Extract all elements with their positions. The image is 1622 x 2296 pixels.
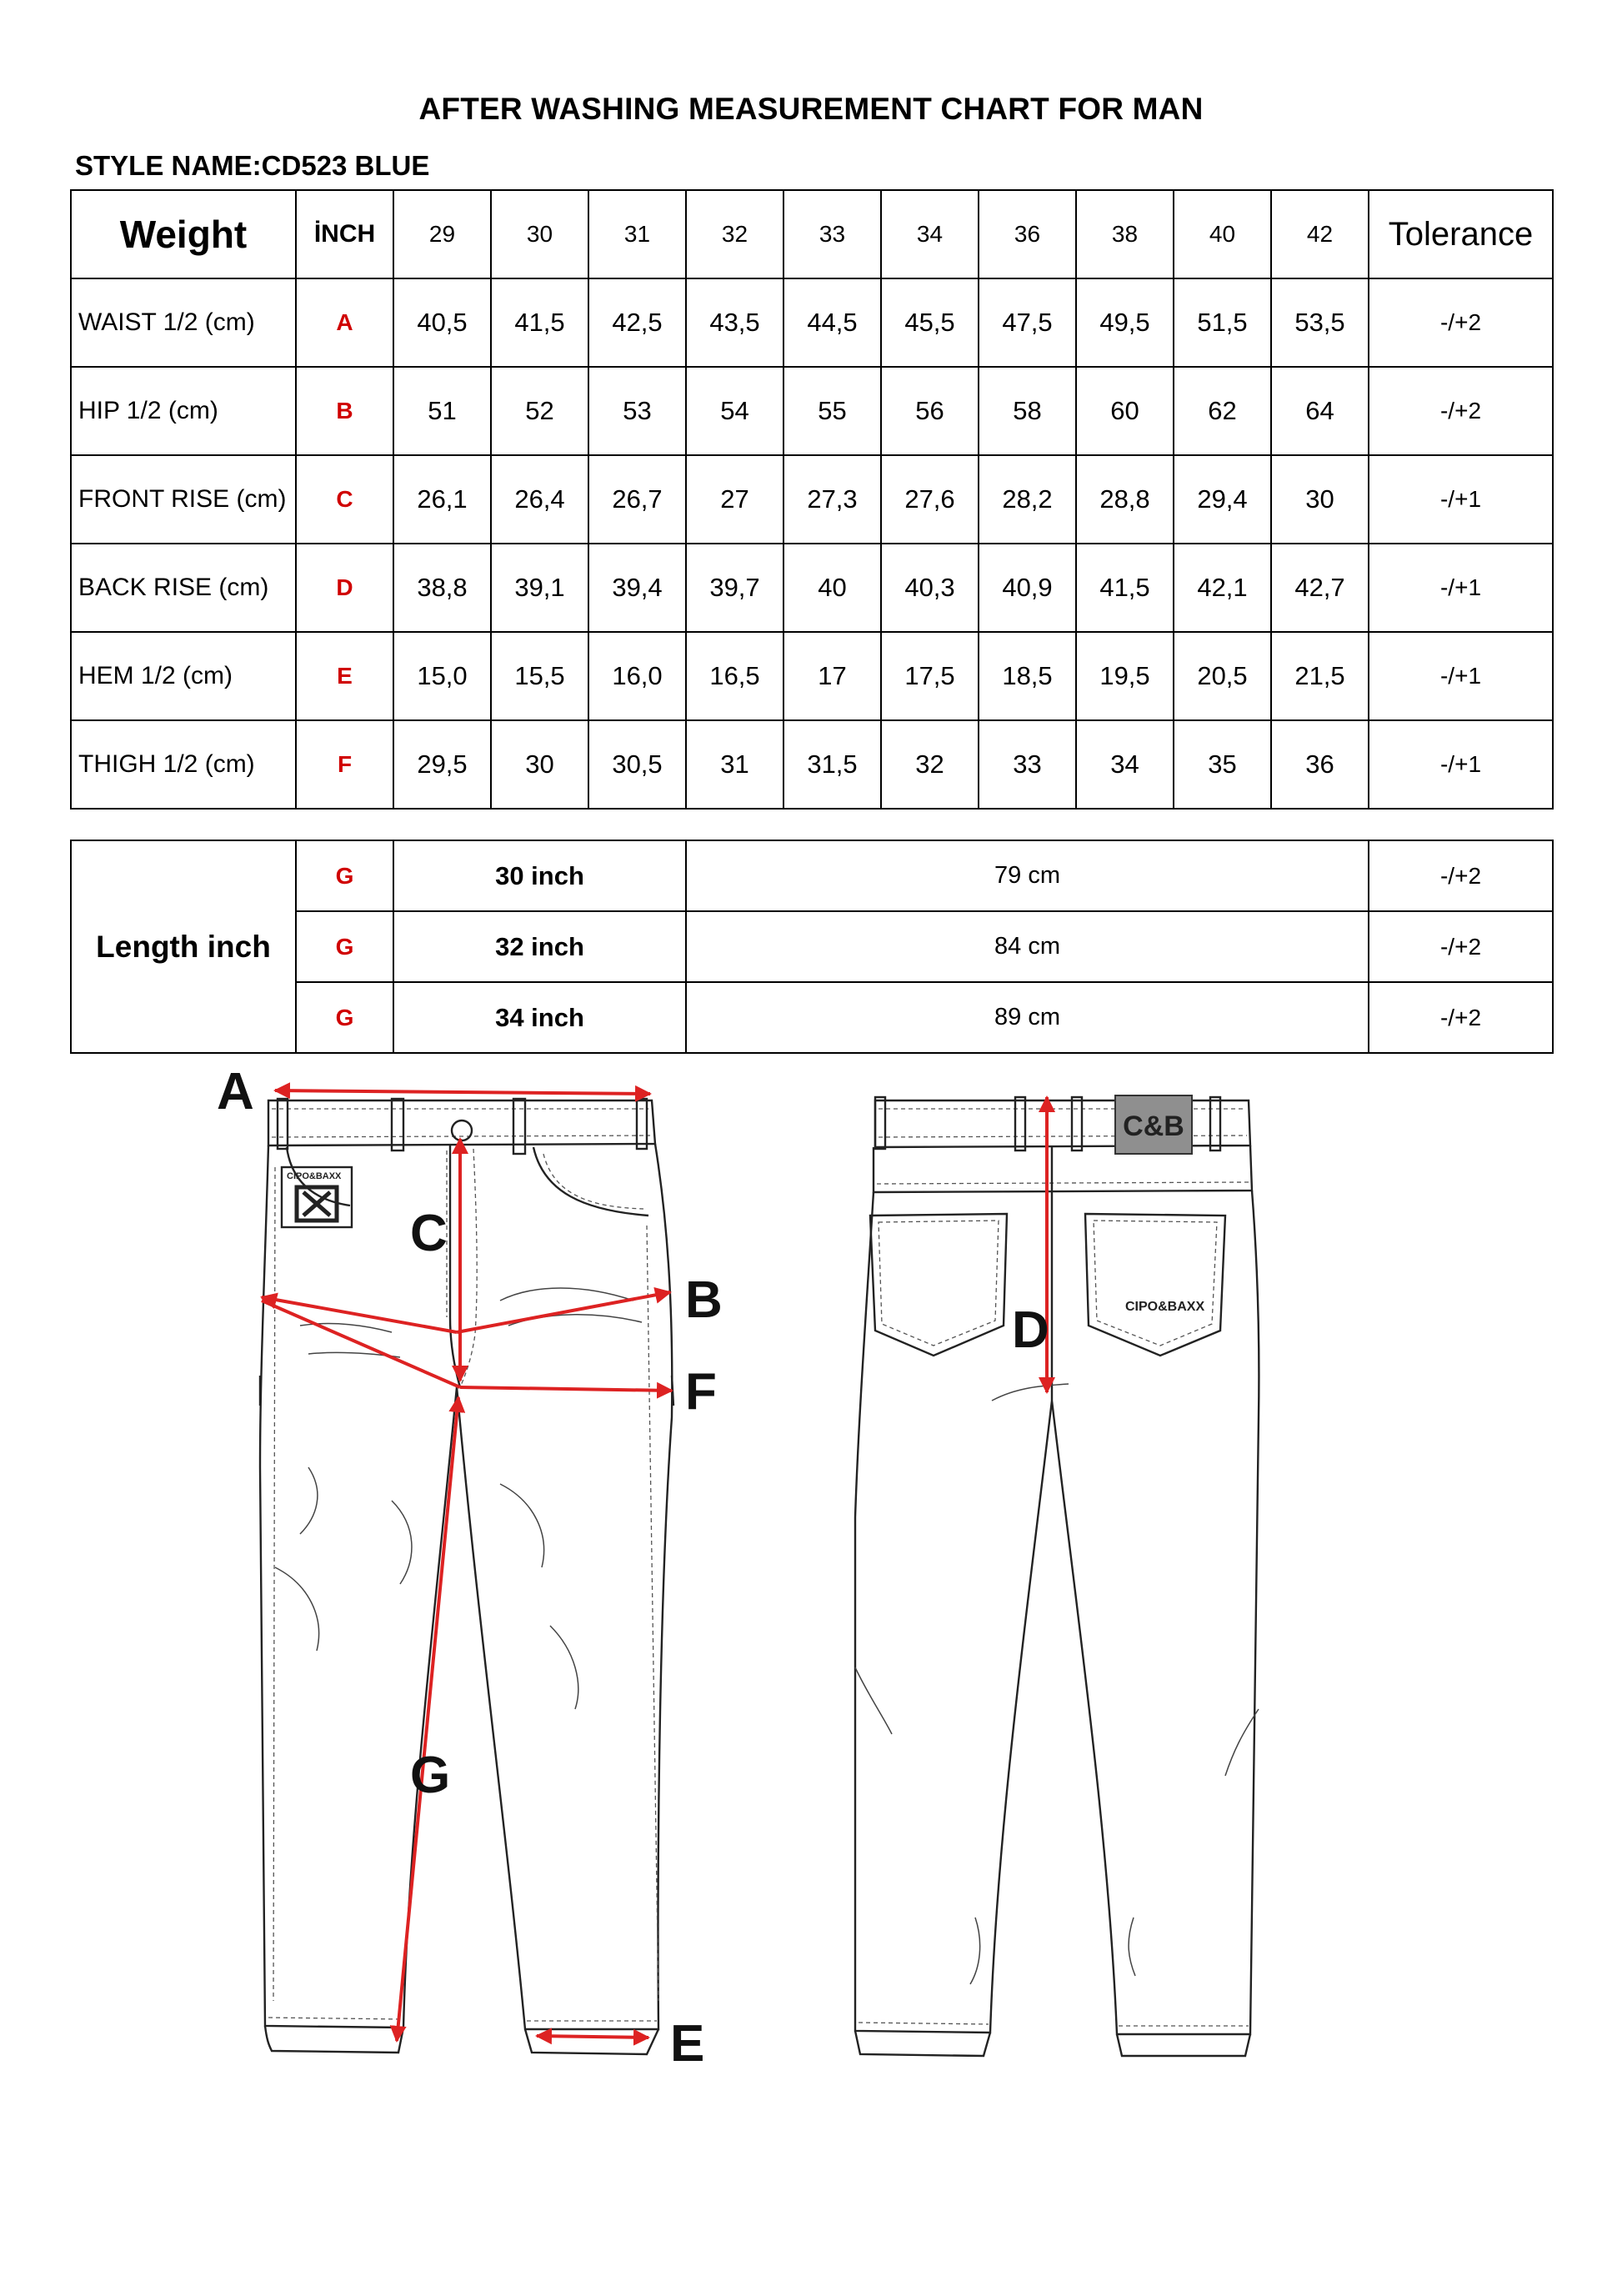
header-tolerance: Tolerance <box>1369 190 1553 278</box>
measure-value: 41,5 <box>1076 544 1174 632</box>
length-code: G <box>296 911 393 982</box>
measure-value: 39,4 <box>588 544 686 632</box>
measure-value: 20,5 <box>1174 632 1271 720</box>
row-code: D <box>296 544 393 632</box>
measure-value: 28,2 <box>979 455 1076 544</box>
table-row <box>71 544 1553 632</box>
measure-value: 53 <box>588 367 686 455</box>
length-tolerance: -/+2 <box>1369 982 1553 1053</box>
measure-value: 27 <box>686 455 783 544</box>
measure-value: 52 <box>491 367 588 455</box>
measure-value: 42,5 <box>588 278 686 367</box>
row-label: HIP 1/2 (cm) <box>71 367 296 455</box>
measure-value: 40,9 <box>979 544 1076 632</box>
table-row <box>71 720 1553 809</box>
length-cm: 79 cm <box>686 840 1369 911</box>
measure-value: 27,6 <box>881 455 979 544</box>
measure-value: 44,5 <box>783 278 881 367</box>
row-label: HEM 1/2 (cm) <box>71 632 296 720</box>
back-label-text: C&B <box>1123 1110 1184 1142</box>
measure-value: 40,5 <box>393 278 491 367</box>
measure-value: 43,5 <box>686 278 783 367</box>
measure-value: 30 <box>1271 455 1369 544</box>
back-label <box>1115 1095 1192 1154</box>
length-cm: 84 cm <box>686 911 1369 982</box>
measure-value: 64 <box>1271 367 1369 455</box>
length-inch: 34 inch <box>393 982 686 1053</box>
measure-value: 17,5 <box>881 632 979 720</box>
measure-value: 55 <box>783 367 881 455</box>
row-code: B <box>296 367 393 455</box>
measure-value: 39,7 <box>686 544 783 632</box>
length-row <box>71 840 1553 911</box>
header-size: 30 <box>491 190 588 278</box>
measure-value: 30,5 <box>588 720 686 809</box>
measure-value: 16,5 <box>686 632 783 720</box>
length-code: G <box>296 840 393 911</box>
measure-value: 32 <box>881 720 979 809</box>
header-size: 34 <box>881 190 979 278</box>
measure-value: 21,5 <box>1271 632 1369 720</box>
row-code: E <box>296 632 393 720</box>
measure-value: 54 <box>686 367 783 455</box>
diagram-letter-e: E <box>670 2015 705 2073</box>
front-measurement-lines <box>262 1090 672 2041</box>
length-inch: 32 inch <box>393 911 686 982</box>
front-view-jeans <box>260 1099 673 2054</box>
row-tolerance: -/+1 <box>1369 544 1553 632</box>
header-weight: Weight <box>71 190 296 278</box>
header-size: 33 <box>783 190 881 278</box>
measure-value: 15,0 <box>393 632 491 720</box>
header-size: 40 <box>1174 190 1271 278</box>
header-size: 29 <box>393 190 491 278</box>
measure-value: 26,4 <box>491 455 588 544</box>
row-label: BACK RISE (cm) <box>71 544 296 632</box>
row-tolerance: -/+2 <box>1369 367 1553 455</box>
row-label: FRONT RISE (cm) <box>71 455 296 544</box>
length-tolerance: -/+2 <box>1369 911 1553 982</box>
length-table <box>70 840 1554 1054</box>
measure-value: 36 <box>1271 720 1369 809</box>
measure-value: 51,5 <box>1174 278 1271 367</box>
measure-value: 29,4 <box>1174 455 1271 544</box>
measure-value: 39,1 <box>491 544 588 632</box>
style-name: STYLE NAME:CD523 BLUE <box>75 150 430 181</box>
measure-value: 15,5 <box>491 632 588 720</box>
back-view-jeans <box>855 1095 1259 2056</box>
header-inch: İNCH <box>296 190 393 278</box>
measure-value: 40 <box>783 544 881 632</box>
front-patch <box>282 1167 352 1227</box>
table-row <box>71 278 1553 367</box>
back-pocket-text: CIPO&BAXX <box>1125 1300 1205 1314</box>
row-tolerance: -/+1 <box>1369 720 1553 809</box>
header-size: 38 <box>1076 190 1174 278</box>
measure-value: 42,7 <box>1271 544 1369 632</box>
measure-value: 47,5 <box>979 278 1076 367</box>
measure-value: 41,5 <box>491 278 588 367</box>
measure-value: 35 <box>1174 720 1271 809</box>
measure-value: 45,5 <box>881 278 979 367</box>
measure-value: 42,1 <box>1174 544 1271 632</box>
table-header-row <box>71 190 1553 278</box>
measure-value: 27,3 <box>783 455 881 544</box>
measure-value: 33 <box>979 720 1076 809</box>
header-size: 31 <box>588 190 686 278</box>
measure-value: 40,3 <box>881 544 979 632</box>
page-title: AFTER WASHING MEASUREMENT CHART FOR MAN <box>418 92 1204 126</box>
measure-value: 26,1 <box>393 455 491 544</box>
measure-value: 38,8 <box>393 544 491 632</box>
measure-value: 31 <box>686 720 783 809</box>
table-row <box>71 632 1553 720</box>
row-tolerance: -/+2 <box>1369 278 1553 367</box>
measure-value: 26,7 <box>588 455 686 544</box>
measure-value: 56 <box>881 367 979 455</box>
measure-value: 16,0 <box>588 632 686 720</box>
diagram-letter-g: G <box>410 1747 451 1804</box>
row-code: C <box>296 455 393 544</box>
length-cm: 89 cm <box>686 982 1369 1053</box>
length-tolerance: -/+2 <box>1369 840 1553 911</box>
measure-value: 17 <box>783 632 881 720</box>
measure-value: 51 <box>393 367 491 455</box>
measure-value: 53,5 <box>1271 278 1369 367</box>
row-tolerance: -/+1 <box>1369 632 1553 720</box>
size-measurement-table <box>70 189 1554 810</box>
length-code: G <box>296 982 393 1053</box>
jeans-technical-drawing <box>0 1059 1622 2101</box>
measure-value: 34 <box>1076 720 1174 809</box>
length-inch: 30 inch <box>393 840 686 911</box>
diagram-letter-c: C <box>410 1205 448 1262</box>
table-row <box>71 455 1553 544</box>
header-size: 36 <box>979 190 1076 278</box>
row-tolerance: -/+1 <box>1369 455 1553 544</box>
header-size: 32 <box>686 190 783 278</box>
measure-value: 29,5 <box>393 720 491 809</box>
measure-value: 18,5 <box>979 632 1076 720</box>
row-label: WAIST 1/2 (cm) <box>71 278 296 367</box>
table-row <box>71 367 1553 455</box>
measure-value: 60 <box>1076 367 1174 455</box>
header-size: 42 <box>1271 190 1369 278</box>
diagram-letter-f: F <box>685 1363 717 1421</box>
measure-value: 28,8 <box>1076 455 1174 544</box>
row-code: F <box>296 720 393 809</box>
measure-value: 62 <box>1174 367 1271 455</box>
diagram-letter-b: B <box>685 1271 723 1329</box>
patch-text: CIPO&BAXX <box>287 1171 342 1181</box>
row-code: A <box>296 278 393 367</box>
measure-value: 30 <box>491 720 588 809</box>
length-label: Length inch <box>71 840 296 1053</box>
measure-value: 49,5 <box>1076 278 1174 367</box>
measure-value: 31,5 <box>783 720 881 809</box>
diagram-letter-d: D <box>1012 1301 1049 1359</box>
diagram-letter-a: A <box>217 1063 254 1120</box>
measure-value: 19,5 <box>1076 632 1174 720</box>
row-label: THIGH 1/2 (cm) <box>71 720 296 809</box>
measure-value: 58 <box>979 367 1076 455</box>
